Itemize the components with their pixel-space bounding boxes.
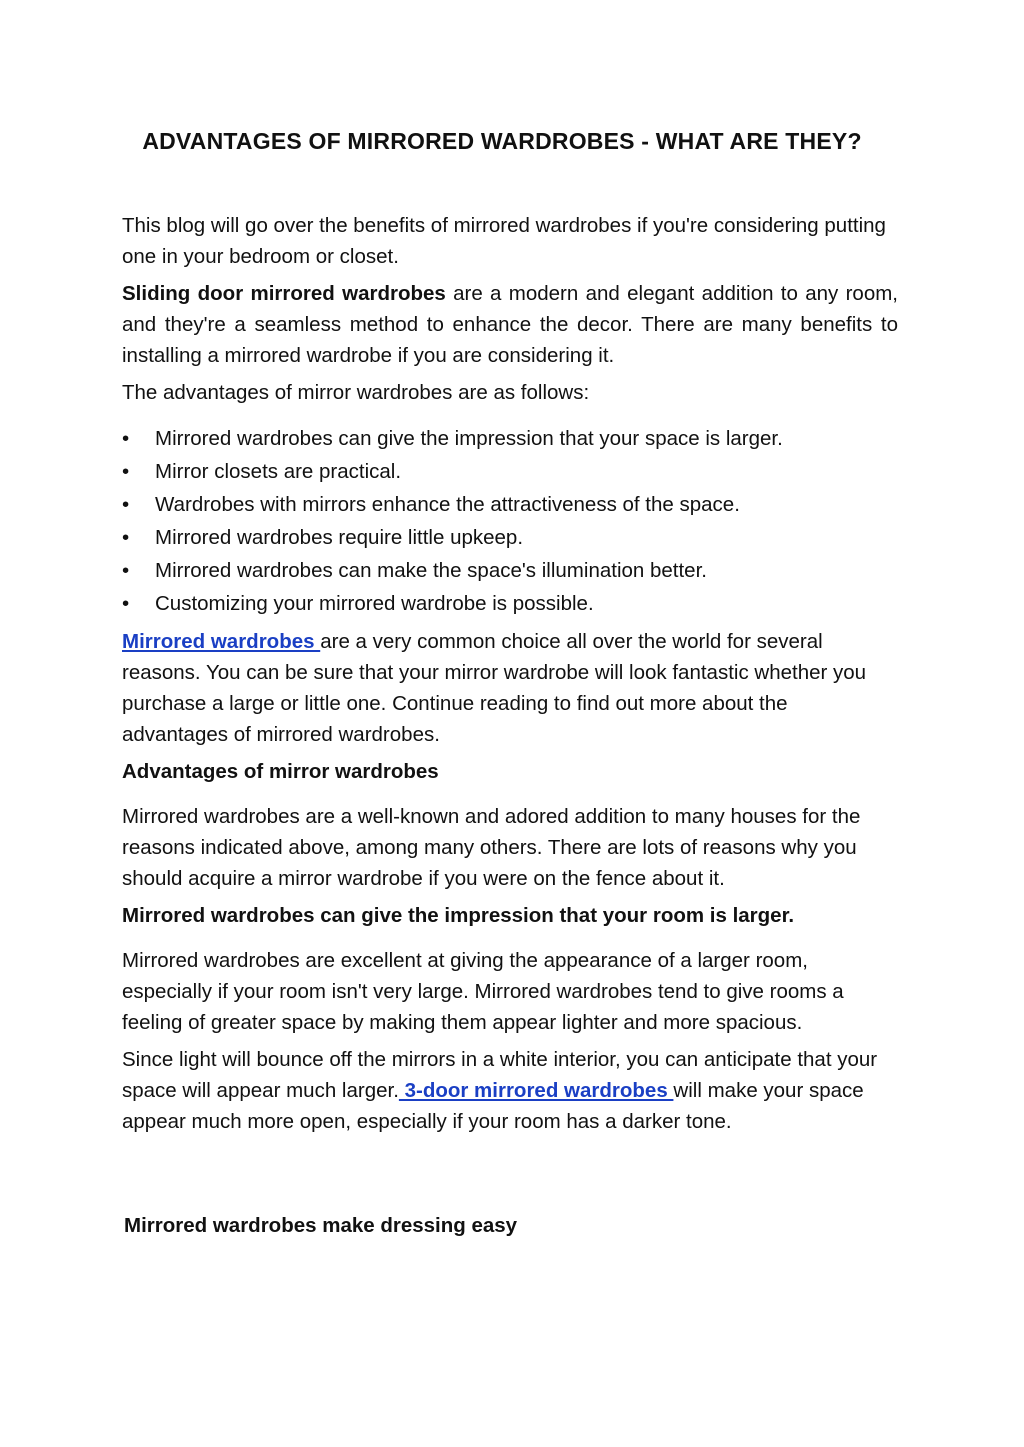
- three-door-wardrobes-link[interactable]: 3-door mirrored wardrobes: [398, 1079, 674, 1102]
- article-body: [122, 210, 898, 1137]
- list-item: [122, 554, 898, 587]
- list-item-text: Mirrored wardrobes require little upkeep.: [155, 526, 524, 549]
- list-item: [122, 455, 898, 488]
- bullet-icon: •: [122, 592, 130, 615]
- bullet-icon: •: [122, 460, 130, 483]
- list-item-text: Wardrobes with mirrors enhance the attractiveness of the space.: [155, 493, 740, 516]
- light-bounce-text-start: Since light will bounce off the mirrors in a white interior, you can anticipate that your space will appear much larger.: [122, 1048, 878, 1102]
- mirrored-wardrobes-paragraph-text: are a very common choice all over the world for several reasons. You can be sure that your mirror wardrobe will look fantastic whether you purchase a large or little one. Continue reading to find out more about the advantages of mirrored wardrobes.: [122, 630, 867, 746]
- list-item: [122, 587, 898, 620]
- section-heading-dressing-easy: Mirrored wardrobes make dressing easy: [124, 1214, 518, 1237]
- list-item: [122, 521, 898, 554]
- list-item: [122, 488, 898, 521]
- mirrored-wardrobes-link[interactable]: Mirrored wardrobes: [122, 630, 321, 653]
- list-item-text: Mirrored wardrobes can make the space's illumination better.: [155, 559, 707, 582]
- sliding-door-paragraph-text: are a modern and elegant addition to any room, and they're a seamless method to enhance the decor. There are many benefits to installing a mirrored wardrobe if you are considering it.: [122, 282, 898, 367]
- intro-paragraph: This blog will go over the benefits of mirrored wardrobes if you're considering putting one in your bedroom or closet.: [122, 214, 886, 268]
- list-item-text: Mirrored wardrobes can give the impression that your space is larger.: [155, 427, 783, 450]
- bullet-icon: •: [122, 427, 130, 450]
- bullet-icon: •: [122, 559, 130, 582]
- mirrored-wardrobes-paragraph: [122, 626, 898, 750]
- page-title: ADVANTAGES OF MIRRORED WARDROBES - WHAT ARE THEY?: [142, 128, 862, 154]
- section-heading-advantages: Advantages of mirror wardrobes: [122, 760, 439, 783]
- light-bounce-paragraph: [122, 1044, 898, 1137]
- section-heading-larger-room: Mirrored wardrobes can give the impression that your room is larger.: [122, 904, 795, 927]
- advantages-list: [122, 422, 898, 620]
- light-bounce-text-end: will make your space appear much more open, especially if your room has a darker tone.: [122, 1079, 864, 1133]
- list-item: [122, 422, 898, 455]
- sliding-door-bold-text: Sliding door mirrored wardrobes: [122, 282, 446, 305]
- sliding-door-paragraph: [122, 278, 898, 371]
- bullet-icon: •: [122, 526, 130, 549]
- bullet-icon: •: [122, 493, 130, 516]
- larger-room-paragraph: Mirrored wardrobes are excellent at giving the appearance of a larger room, especially if your room isn't very large. Mirrored wardrobes tend to give rooms a feeling of greater space by making them appear lighter and more spacious.: [122, 949, 844, 1034]
- advantages-intro-paragraph: The advantages of mirror wardrobes are as follows:: [122, 381, 590, 404]
- list-item-text: Mirror closets are practical.: [155, 460, 402, 483]
- list-item-text: Customizing your mirrored wardrobe is possible.: [155, 592, 594, 615]
- well-known-paragraph: Mirrored wardrobes are a well-known and adored addition to many houses for the reasons indicated above, among many others. There are lots of reasons why you should acquire a mirror wardrobe if you were on the fence about it.: [122, 805, 861, 890]
